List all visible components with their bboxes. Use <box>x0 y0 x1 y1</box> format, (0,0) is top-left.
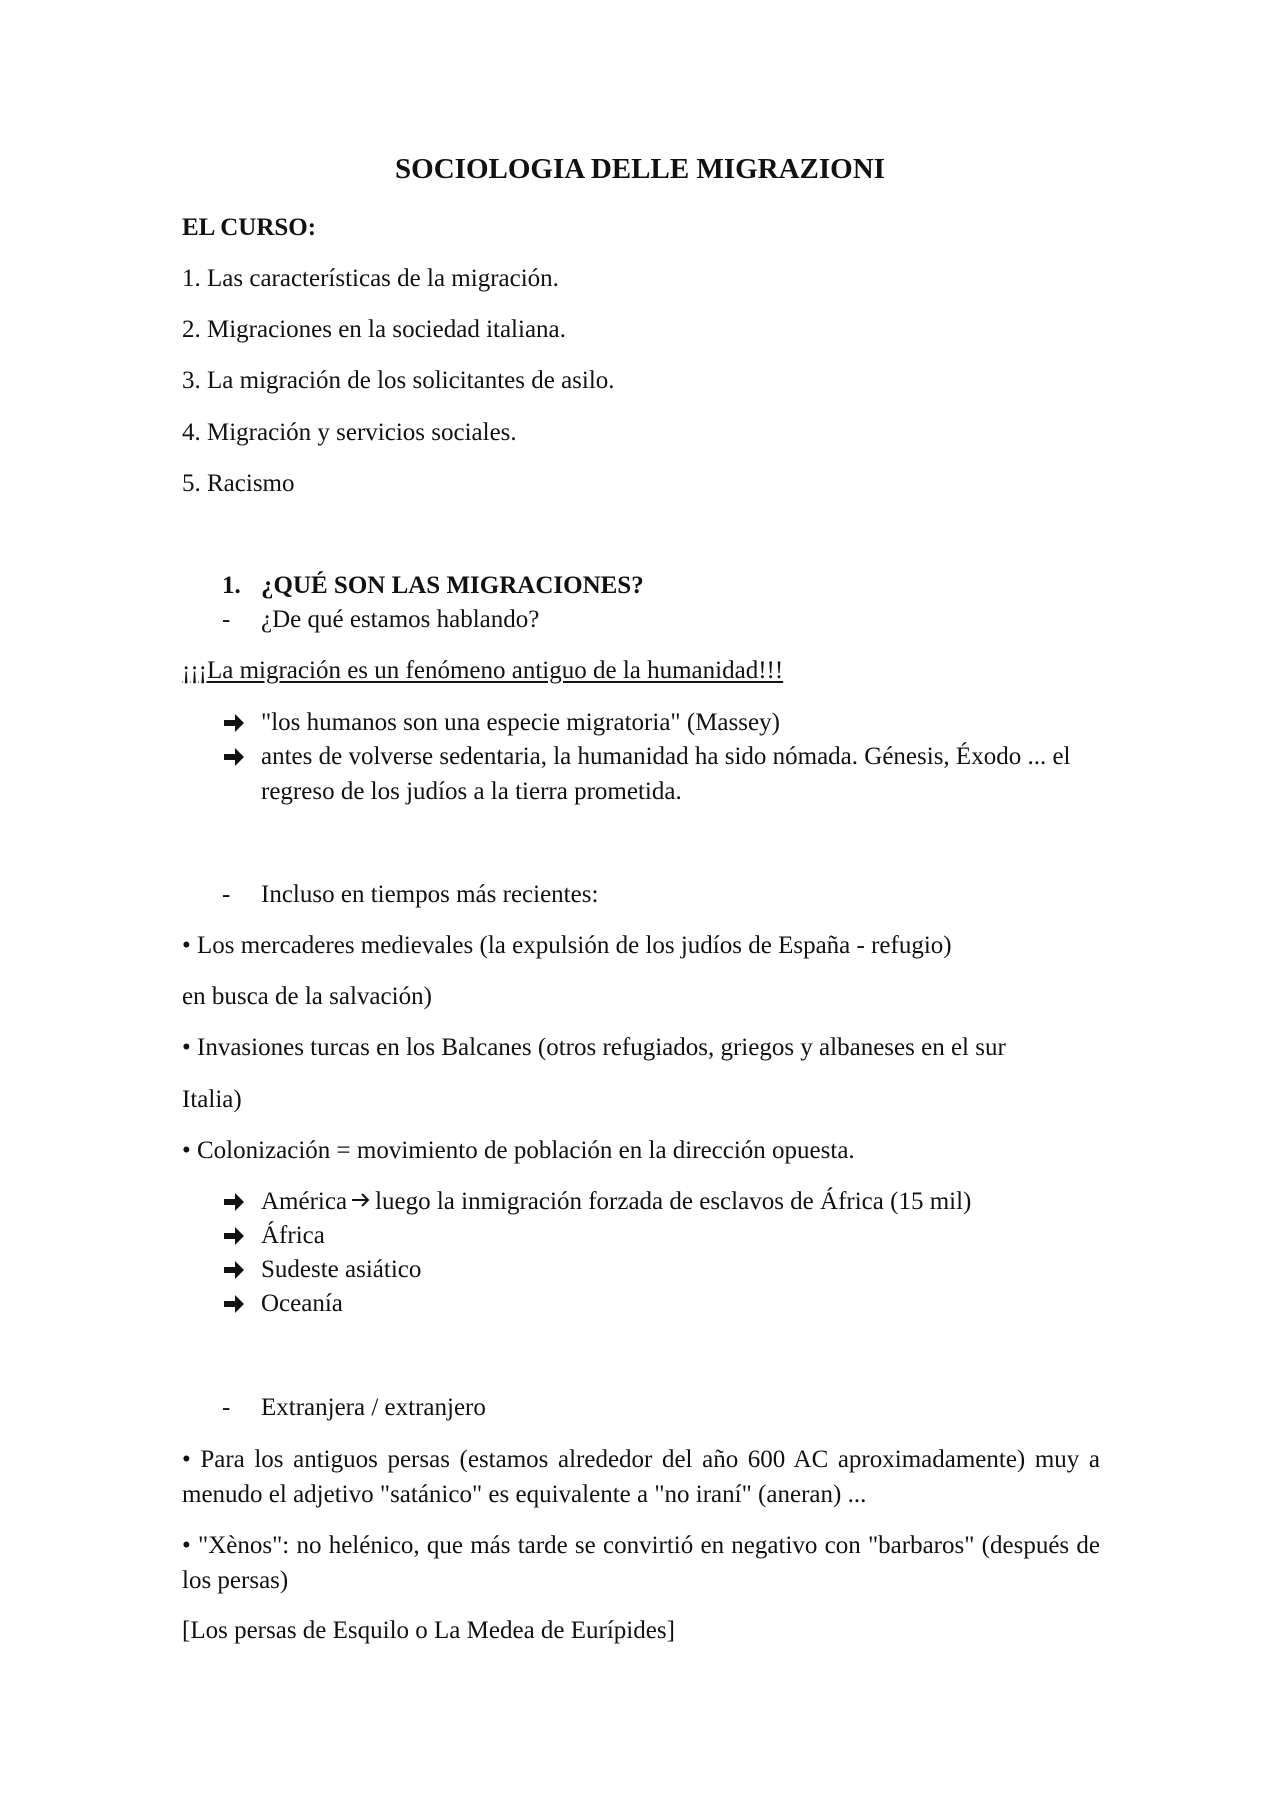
dash-marker: - <box>222 606 231 633</box>
america-label: América <box>261 1188 348 1215</box>
course-item: 1. Las características de la migración. <box>182 265 559 292</box>
arrow-bullet-icon <box>222 1253 246 1287</box>
arrow-item: antes de volverse sedentaria, la humanidad ha sido nómada. Génesis, Éxodo ... el <box>261 743 1071 770</box>
bullet-line: • Colonización = movimiento de población en la dirección opuesta. <box>182 1137 855 1164</box>
dash-marker: - <box>222 881 231 908</box>
section-number: 1. <box>222 572 241 599</box>
arrow-item-continuation: regreso de los judíos a la tierra prometida. <box>261 778 682 805</box>
colonization-item-america <box>261 1185 971 1220</box>
course-heading: EL CURSO: <box>182 214 317 241</box>
america-detail: luego la inmigración forzada de esclavos de África (15 mil) <box>375 1188 972 1215</box>
reference-note: [Los persas de Esquilo o La Medea de Eurípides] <box>182 1617 675 1644</box>
right-arrow-icon <box>351 1186 371 1220</box>
section-heading: ¿QUÉ SON LAS MIGRACIONES? <box>261 572 644 599</box>
colonization-item: Sudeste asiático <box>261 1256 422 1283</box>
bullet-line: • Los mercaderes medievales (la expulsión de los judíos de España - refugio) <box>182 932 952 959</box>
course-item: 3. La migración de los solicitantes de asilo. <box>182 367 615 394</box>
highlight-statement: ¡¡¡La migración es un fenómeno antiguo de la humanidad!!! <box>182 657 784 684</box>
dash-marker: - <box>222 1394 231 1421</box>
recent-heading: Incluso en tiempos más recientes: <box>261 881 599 908</box>
foreign-heading: Extranjera / extranjero <box>261 1394 486 1421</box>
course-item: 2. Migraciones en la sociedad italiana. <box>182 316 566 343</box>
arrow-bullet-icon <box>222 1287 246 1321</box>
paragraph: • "Xènos": no helénico, que más tarde se convirtió en negativo con "barbaros" (después de los persas) <box>182 1532 1100 1594</box>
paragraph: • Para los antiguos persas (estamos alrededor del año 600 AC aproximadamente) muy a menudo el adjetivo "satánico" es equivalente a "no iraní" (aneran) ... <box>182 1446 1100 1508</box>
colonization-item: África <box>261 1222 325 1249</box>
arrow-bullet-icon <box>222 740 246 774</box>
arrow-bullet-icon <box>222 1219 246 1253</box>
colonization-item: Oceanía <box>261 1290 343 1317</box>
arrow-bullet-icon <box>222 1185 246 1219</box>
arrow-item: "los humanos son una especie migratoria" (Massey) <box>261 709 780 736</box>
arrow-bullet-icon <box>222 706 246 740</box>
bullet-line: en busca de la salvación) <box>182 983 432 1010</box>
document-title: SOCIOLOGIA DELLE MIGRAZIONI <box>395 153 885 185</box>
bullet-line: Italia) <box>182 1086 242 1113</box>
bullet-line: • Invasiones turcas en los Balcanes (otros refugiados, griegos y albaneses en el sur <box>182 1034 1006 1061</box>
course-item: 4. Migración y servicios sociales. <box>182 419 517 446</box>
course-item: 5. Racismo <box>182 470 295 497</box>
subheading: ¿De qué estamos hablando? <box>261 606 540 633</box>
